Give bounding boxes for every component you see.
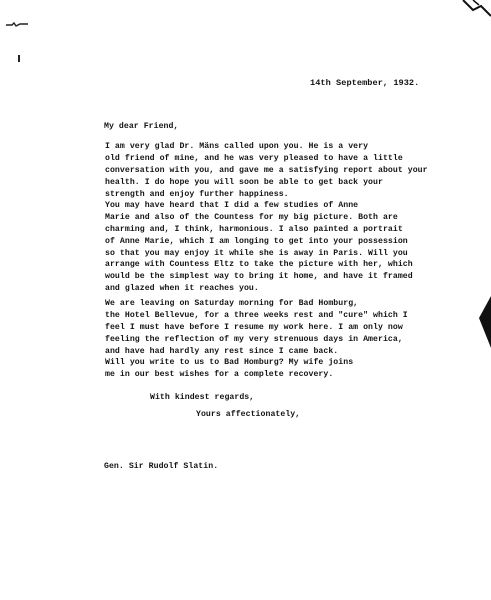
paragraph-line: old friend of mine, and he was very pleased to have a little	[105, 153, 403, 163]
paragraph-line: arrange with Countess Eltz to take the picture with her, which	[105, 260, 413, 270]
paragraph-line: charming and, I think, harmonious. I also painted a portrait	[105, 224, 403, 234]
paragraph-line: and glazed when it reaches you.	[105, 284, 259, 294]
closing-signoff: Yours affectionately,	[196, 410, 301, 419]
paragraph-line: me in our best wishes for a complete recovery.	[105, 369, 334, 379]
paragraph-line: and have had hardly any rest since I came back.	[105, 346, 339, 356]
paragraph-line: Will you write to us to Bad Homburg? My wife joins	[105, 358, 354, 367]
paragraph-2	[105, 200, 413, 295]
paragraph-line: strength and enjoy further happiness.	[105, 189, 289, 199]
paragraph-4	[105, 357, 353, 381]
salutation: My dear Friend,	[104, 122, 179, 131]
paragraph-line: of Anne Marie, which I am longing to get into your possession	[105, 236, 408, 246]
page-edge-shadow	[477, 296, 491, 348]
letter-date: 14th September, 1932.	[310, 78, 420, 88]
margin-dot	[18, 55, 20, 62]
paragraph-line: You may have heard that I did a few studies of Anne	[105, 201, 359, 210]
paragraph-line: feel I must have before I resume my work here. I am only now	[105, 322, 403, 332]
paragraph-line: so that you may enjoy it while she is away in Paris. Will you	[105, 248, 408, 258]
margin-scan-mark	[6, 20, 28, 28]
paragraph-line: Marie and also of the Countess for my big picture. Both are	[105, 212, 398, 222]
paragraph-line: health. I do hope you will soon be able to get back your	[105, 177, 383, 187]
paragraph-line: the Hotel Bellevue, for a three weeks rest and "cure" which I	[105, 310, 408, 320]
closing-regards: With kindest regards,	[150, 393, 255, 402]
paragraph-1	[105, 141, 428, 200]
paragraph-3	[105, 298, 408, 357]
recipient-name: Gen. Sir Rudolf Slatin.	[104, 462, 219, 471]
paragraph-line: conversation with you, and gave me a satisfying report about your	[105, 165, 428, 175]
scan-corner-mark	[459, 0, 491, 18]
paragraph-line: We are leaving on Saturday morning for Bad Homburg,	[105, 299, 359, 308]
paragraph-line: feeling the reflection of my very strenuous days in America,	[105, 334, 403, 344]
paragraph-line: I am very glad Dr. Mäns called upon you. He is a very	[105, 142, 369, 151]
paragraph-line: would be the simplest way to bring it home, and have it framed	[105, 272, 413, 282]
